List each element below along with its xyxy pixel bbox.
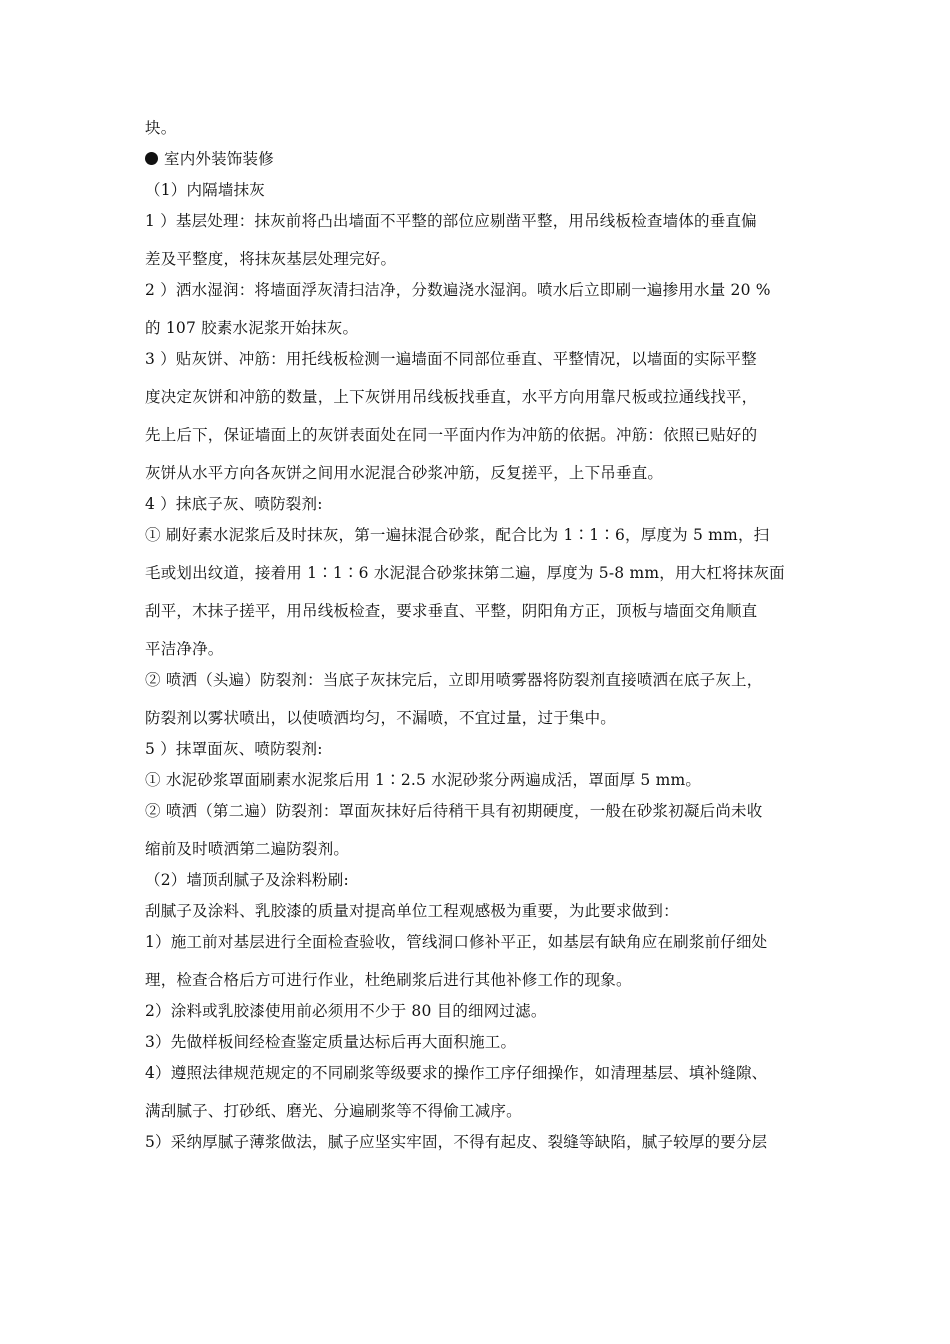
text-line: 1 ）基层处理：抹灰前将凸出墙面不平整的部位应剔凿平整，用吊线板检查墙体的垂直偏 [145,212,757,230]
text-line: 刮腻子及涂料、乳胶漆的质量对提高单位工程观感极为重要，为此要求做到： [145,902,679,920]
text-line: 4 ）抹底子灰、喷防裂剂: [145,495,323,513]
text-line: 2 ）洒水湿润：将墙面浮灰清扫洁净，分数遍浇水湿润。喷水后立即刷一遍掺用水量 20 % [145,281,771,299]
text-line: 2）涂料或乳胶漆使用前必须用不少于 80 目的细网过滤。 [145,1002,547,1020]
text-line: 5 ）抹罩面灰、喷防裂剂: [145,740,323,758]
text-line: 3）先做样板间经检查鉴定质量达标后再大面积施工。 [145,1033,517,1051]
text-line: 3 ）贴灰饼、冲筋：用托线板检测一遍墙面不同部位垂直、平整情况，以墙面的实际平整 [145,350,757,368]
text-line: 平洁净净。 [145,640,224,658]
text-line: ① 刷好素水泥浆后及时抹灰，第一遍抹混合砂浆，配合比为 1∶1∶6，厚度为 5 mm，扫 [145,526,770,544]
text-line: 差及平整度，将抹灰基层处理完好。 [145,250,397,268]
text-line: 理，检查合格后方可进行作业，杜绝刷浆后进行其他补修工作的现象。 [145,971,632,989]
subsection-heading: （1）内隔墙抹灰 [145,181,265,199]
text-line: ② 喷洒（头遍）防裂剂：当底子灰抹完后，立即用喷雾器将防裂剂直接喷洒在底子灰上， [145,671,763,689]
section-heading-text: 室内外装饰装修 [164,150,274,168]
text-line: 5）采纳厚腻子薄浆做法，腻子应坚实牢固，不得有起皮、裂缝等缺陷，腻子较厚的要分层 [145,1133,768,1151]
text-line: 防裂剂以雾状喷出，以使喷洒均匀，不漏喷，不宜过量，过于集中。 [145,709,617,727]
text-line: 毛或划出纹道，接着用 1∶1∶6 水泥混合砂浆抹第二遍，厚度为 5-8 mm，用大杠将抹灰面 [145,564,785,582]
text-line: 先上后下，保证墙面上的灰饼表面处在同一平面内作为冲筋的依据。冲筋：依照已贴好的 [145,426,758,444]
text-line: 块。 [145,119,177,137]
text-line: 刮平，木抹子搓平，用吊线板检查，要求垂直、平整，阴阳角方正，顶板与墙面交角顺直 [145,602,758,620]
text-line: 灰饼从水平方向各灰饼之间用水泥混合砂浆冲筋，反复搓平，上下吊垂直。 [145,464,664,482]
document-body [145,118,815,1152]
section-heading [145,149,815,169]
text-line: 4）遵照法律规范规定的不同刷浆等级要求的操作工序仔细操作，如清理基层、填补缝隙、 [145,1064,768,1082]
subsection-heading: （2）墙顶刮腻子及涂料粉刷: [145,871,349,889]
text-line: 缩前及时喷洒第二遍防裂剂。 [145,840,350,858]
text-line: 1）施工前对基层进行全面检查验收，管线洞口修补平正，如基层有缺角应在刷浆前仔细处 [145,933,768,951]
text-line: 满刮腻子、打砂纸、磨光、分遍刷浆等不得偷工减序。 [145,1102,522,1120]
text-line: ② 喷洒（第二遍）防裂剂：罩面灰抹好后待稍干具有初期硬度，一般在砂浆初凝后尚未收 [145,802,763,820]
text-line: ① 水泥砂浆罩面刷素水泥浆后用 1∶2.5 水泥砂浆分两遍成活，罩面厚 5 mm。 [145,771,702,789]
text-line: 度决定灰饼和冲筋的数量，上下灰饼用吊线板找垂直，水平方向用靠尺板或拉通线找平， [145,388,758,406]
text-line: 的 107 胶素水泥浆开始抹灰。 [145,319,359,337]
bullet-icon [145,152,158,165]
